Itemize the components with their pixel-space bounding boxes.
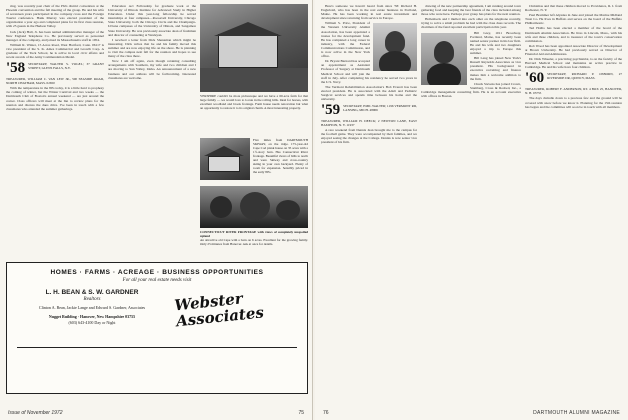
paragraph: Rob Wood has been appointed Associate Director of Development at Brown University. He had previously served as Director of Financial Aid and Admissions.	[525, 43, 622, 57]
right-column-2	[421, 4, 521, 404]
class-heading-60	[525, 72, 622, 85]
class-year: '60	[525, 70, 545, 87]
right-page	[315, 0, 628, 420]
realtor-type: Realtors	[83, 297, 101, 302]
class-secretary: SECRETARY, EMIL WALTER; 1196 VERMONT RD, LANSING, MICH. 48906	[343, 104, 417, 113]
footer-issue: Issue of November 1972	[8, 410, 63, 416]
class-treasurer: TREASURER, ROBERT F. ANDERSON, RT. 4 BOX 25, HANOVER, N. H. 03755	[525, 87, 622, 96]
classmate-photo	[421, 33, 467, 85]
cape-house-photo	[200, 138, 250, 180]
realtor-advertisement	[6, 262, 308, 394]
ad-text-river: An attractive old Cape with a barn on 6 acres. Excellent for the growing family. Only 25 minutes from Hanover. Ask at once for details.	[200, 238, 308, 246]
paragraph: Bill Grey, 1011 Broadway, Portland, Maine, has recently been named senior partner in his law firm. He and his wife and two daughters enjoyed a trip to Europe this summer.	[470, 30, 521, 56]
webster-logo	[175, 291, 299, 341]
paragraph: ring, was recently past chair of the Phi's district convention at the Phoenix convention and the fall meeting of the group. He and his wife of seventeen years participated in the company cross and the Foreign Tourist conference. Hank Murray was elected president of the organization a year ago and completed plans for its first class reunion, with 25 guests in the Hudson Valley.	[6, 4, 104, 29]
paragraph: I received a letter from Dick Shanaman which might be interesting. Dick writes that he and his family moved this summer and are now enjoying life on the shore. He is planning to visit the campus next fall for the reunion and hopes to see many of the class there.	[108, 37, 196, 59]
ad-divider	[17, 347, 297, 348]
right-column-1	[321, 4, 417, 404]
photo-caption: VERSHIRE couldn't be more picturesque and we have a 60-acre farm for that large family — we would love to locate in the rolling hills. Ideal for horses, with excellent woodland and brook frontage. Farm house needs renovation but what an opportunity to restore it to its original charm. A most interesting property.	[200, 94, 308, 110]
paragraph: Here's someone we haven't heard from since '58: Richard H. Englebold, who has been in the real estate business in Portland, Maine. He has been working in real estate investment and development since returning from service in Europe.	[321, 4, 417, 21]
class-treasurer: TREASURER, WILLIAM C. VAN LEW JR., 500 SEASIDE ROAD, NORTH CHATHAM, MASS. 02650	[6, 77, 104, 86]
paragraph: Dr. Bryant Barnard has accepted an appointment as Assistant Professor of Surgery at Dartmouth Medical School and will join the staff in July. After completing his residency he served two years in the U.S. Navy.	[321, 59, 417, 84]
realtor-name: L. H. BEAN & S. W. GARDNER	[45, 289, 139, 296]
paragraph: Hollenbeck and I mulled into each other on the telephone recently, trying to solve a small problem he had with the class dues records. The chairman of the fund reported excellent participation this year.	[421, 17, 521, 30]
footer-page-number: 76	[323, 410, 329, 416]
ad-banner-subtitle: For all your real estate needs visit	[122, 278, 192, 283]
left-page	[0, 0, 313, 420]
realtor-address: Nugget Building · Hanover, New Hampshire 03755	[48, 314, 136, 319]
right-column-3	[525, 4, 622, 404]
left-column-2	[108, 4, 196, 258]
paragraph: A rare weekend from Dennis Jean brought me to the campus for the football game. They were accompanied by their families, and we enjoyed seeing the changes at the College. Dennis is now senior vice president of his firm.	[321, 128, 417, 145]
river-photo	[200, 186, 308, 228]
class-year: '59	[321, 102, 341, 119]
footer-magazine-name: DARTMOUTH ALUMNI MAGAZINE	[533, 410, 620, 416]
paragraph: The days dwindle down to a precious few and the ground will be covered with snow before we know it. Planning for the 15th reunion has begun and the committee will soon be in touch with all members.	[525, 96, 622, 109]
webster-logo-text: Webster Associates	[173, 289, 265, 331]
class-treasurer: TREASURER, WILLIAM H. DEECK; 2 NEWTON LANE, EAST HAMPTON, N. Y. 11937	[321, 119, 417, 128]
ad-banner-title: HOMES · FARMS · ACREAGE · BUSINESS OPPORTUNITIES	[50, 269, 264, 276]
paragraph: Christmas and that these children moved to Providence, R. I. from Rochester, N. Y.	[525, 4, 622, 13]
paragraph: Jack (Jack) Hall, Jr. has been named administrative manager of the New England Telephone Co. He previously served as personnel manager of the company, and joined its Massachusetts staff in 1954.	[6, 29, 104, 42]
classmate-portrait	[373, 23, 417, 71]
paragraph: Ted Hollis has been elected a member of the board of the Dartmouth Alumni Association. He lives in Lincoln, Mass., with his wife and three children, and is treasurer of the town's conservation commission.	[525, 26, 622, 43]
class-heading-58	[6, 62, 104, 75]
paragraph: Now I am off again, even though retaining consulting arrangements with Southern, my wife and two children and I are moving to Sun Valley, Idaho. An announcement of a new business and our address will be forthcoming. Interested classmates are welcome.	[108, 59, 196, 80]
paragraph: Dr. Dick Wheeler, a practicing psychiatrist, is on the faculty of the Harvard Medical School and maintains an active practice in Cambridge. He and his wife have four children.	[525, 57, 622, 70]
ad-heading-river: CONNECTICUT RIVER FRONTAGE with views of completely unspoiled upland	[200, 230, 308, 238]
paragraph: William S. Price, President of the Western University Alumni Association, has been appointed a trustee for the development fund. He has completed a long career in industry, with the Federal Communications Commission, and is now active in the New York office.	[321, 21, 370, 59]
paragraph: drawing of the new partnership agreement, I am running around town gathering food and keeping the best friends of the class included among those who were here. Perhaps your group has plans for the next reunion.	[421, 4, 521, 17]
farmhouse-photo	[200, 4, 308, 92]
paragraph: William R. Winter, 15 Acres Road, West Hartford, Conn. 06117 is vice president of the S. K. Ames Commercial and Growth Corp. A graduate of the Tuck School, he is active in local civic affairs and recent awards of the Army Commendation Medal.	[6, 42, 104, 60]
realtor-associates: Clinton A. Bean, Jackie Lange and Edward S. Gardner, Associates	[38, 305, 146, 310]
class-year: '58	[6, 60, 26, 77]
realtor-phone: (603) 643-4100 Day or Night	[68, 320, 116, 325]
paragraph: Chuck Stevens has joined Crown, Stamberg, Cross & Rosbed, Inc., a Cambridge management consulting firm. He is an account executive with offices in Boston.	[421, 81, 521, 98]
paragraph: The Vermont Rehabilitation Association's Bob Everett has been elected president. He is associated with the Adult and Pediatric Surgical services and spends time between his home and the university.	[321, 84, 417, 102]
paragraph: Education Act Fellowship for graduate work at the University of Illinois Institute for Advanced Study in Higher Education. Under this year-long fellowship he served internships at four campuses—Roosevelt University, Chicago State University, both the Chicago Circle and the Champaign-Urbana campuses of the University of Illinois, and Sangamon State University. He was previously associate dean of freshmen and director of counseling at Wesleyan.	[108, 4, 196, 37]
class-heading-59	[321, 104, 417, 117]
footer-page-number: 75	[298, 410, 304, 416]
paragraph: With the temperature in the 80's today, it is a little hard to prophesy the coming of winter, but the Winter Carnival and two weeks — the Dartmouth Club of Boston's annual weekend — are just around the corner. Class officers will meet at the Inn to review plans for the reunion and discuss the dues drive. I've been in touch with a few classmates who attended the summer gatherings.	[6, 86, 104, 111]
ad-text-skiway: Five miles from DARTMOUTH SKIWAY, on the ridge. 175-year-old Cape Cod plank house on 35 acres with a 1½-story barn. Has Connecticut River frontage. Beautiful views of hills to north and west. Skiway and cross-country skiing in your own backyard. Plenty of room for expansion. Sensibly priced in the early 80's.	[253, 138, 308, 174]
realtor-block	[17, 289, 167, 325]
paragraph: Bill Lang has joined New York's Russell Reynolds Associates as vice president. His background in executive recruiting and finance makes him a welcome addition to the firm.	[470, 56, 521, 81]
class-secretary: SECRETARY, WALTER S. VOGEL; 37 GRANT STREET, GLENS FALLS, N.Y.	[28, 62, 104, 71]
class-secretary: SECRETARY, RICHARD P. OSBORN, 27 RIVERSIDE DR, QUINCY, MASS.	[547, 72, 622, 81]
left-column-1	[6, 4, 104, 258]
paragraph: Paul Brammer left Alyeska in June and joined the Marine Midland Trust Co. He lives in Buffalo and serves on the board of the Buffalo Philharmonic.	[525, 13, 622, 26]
